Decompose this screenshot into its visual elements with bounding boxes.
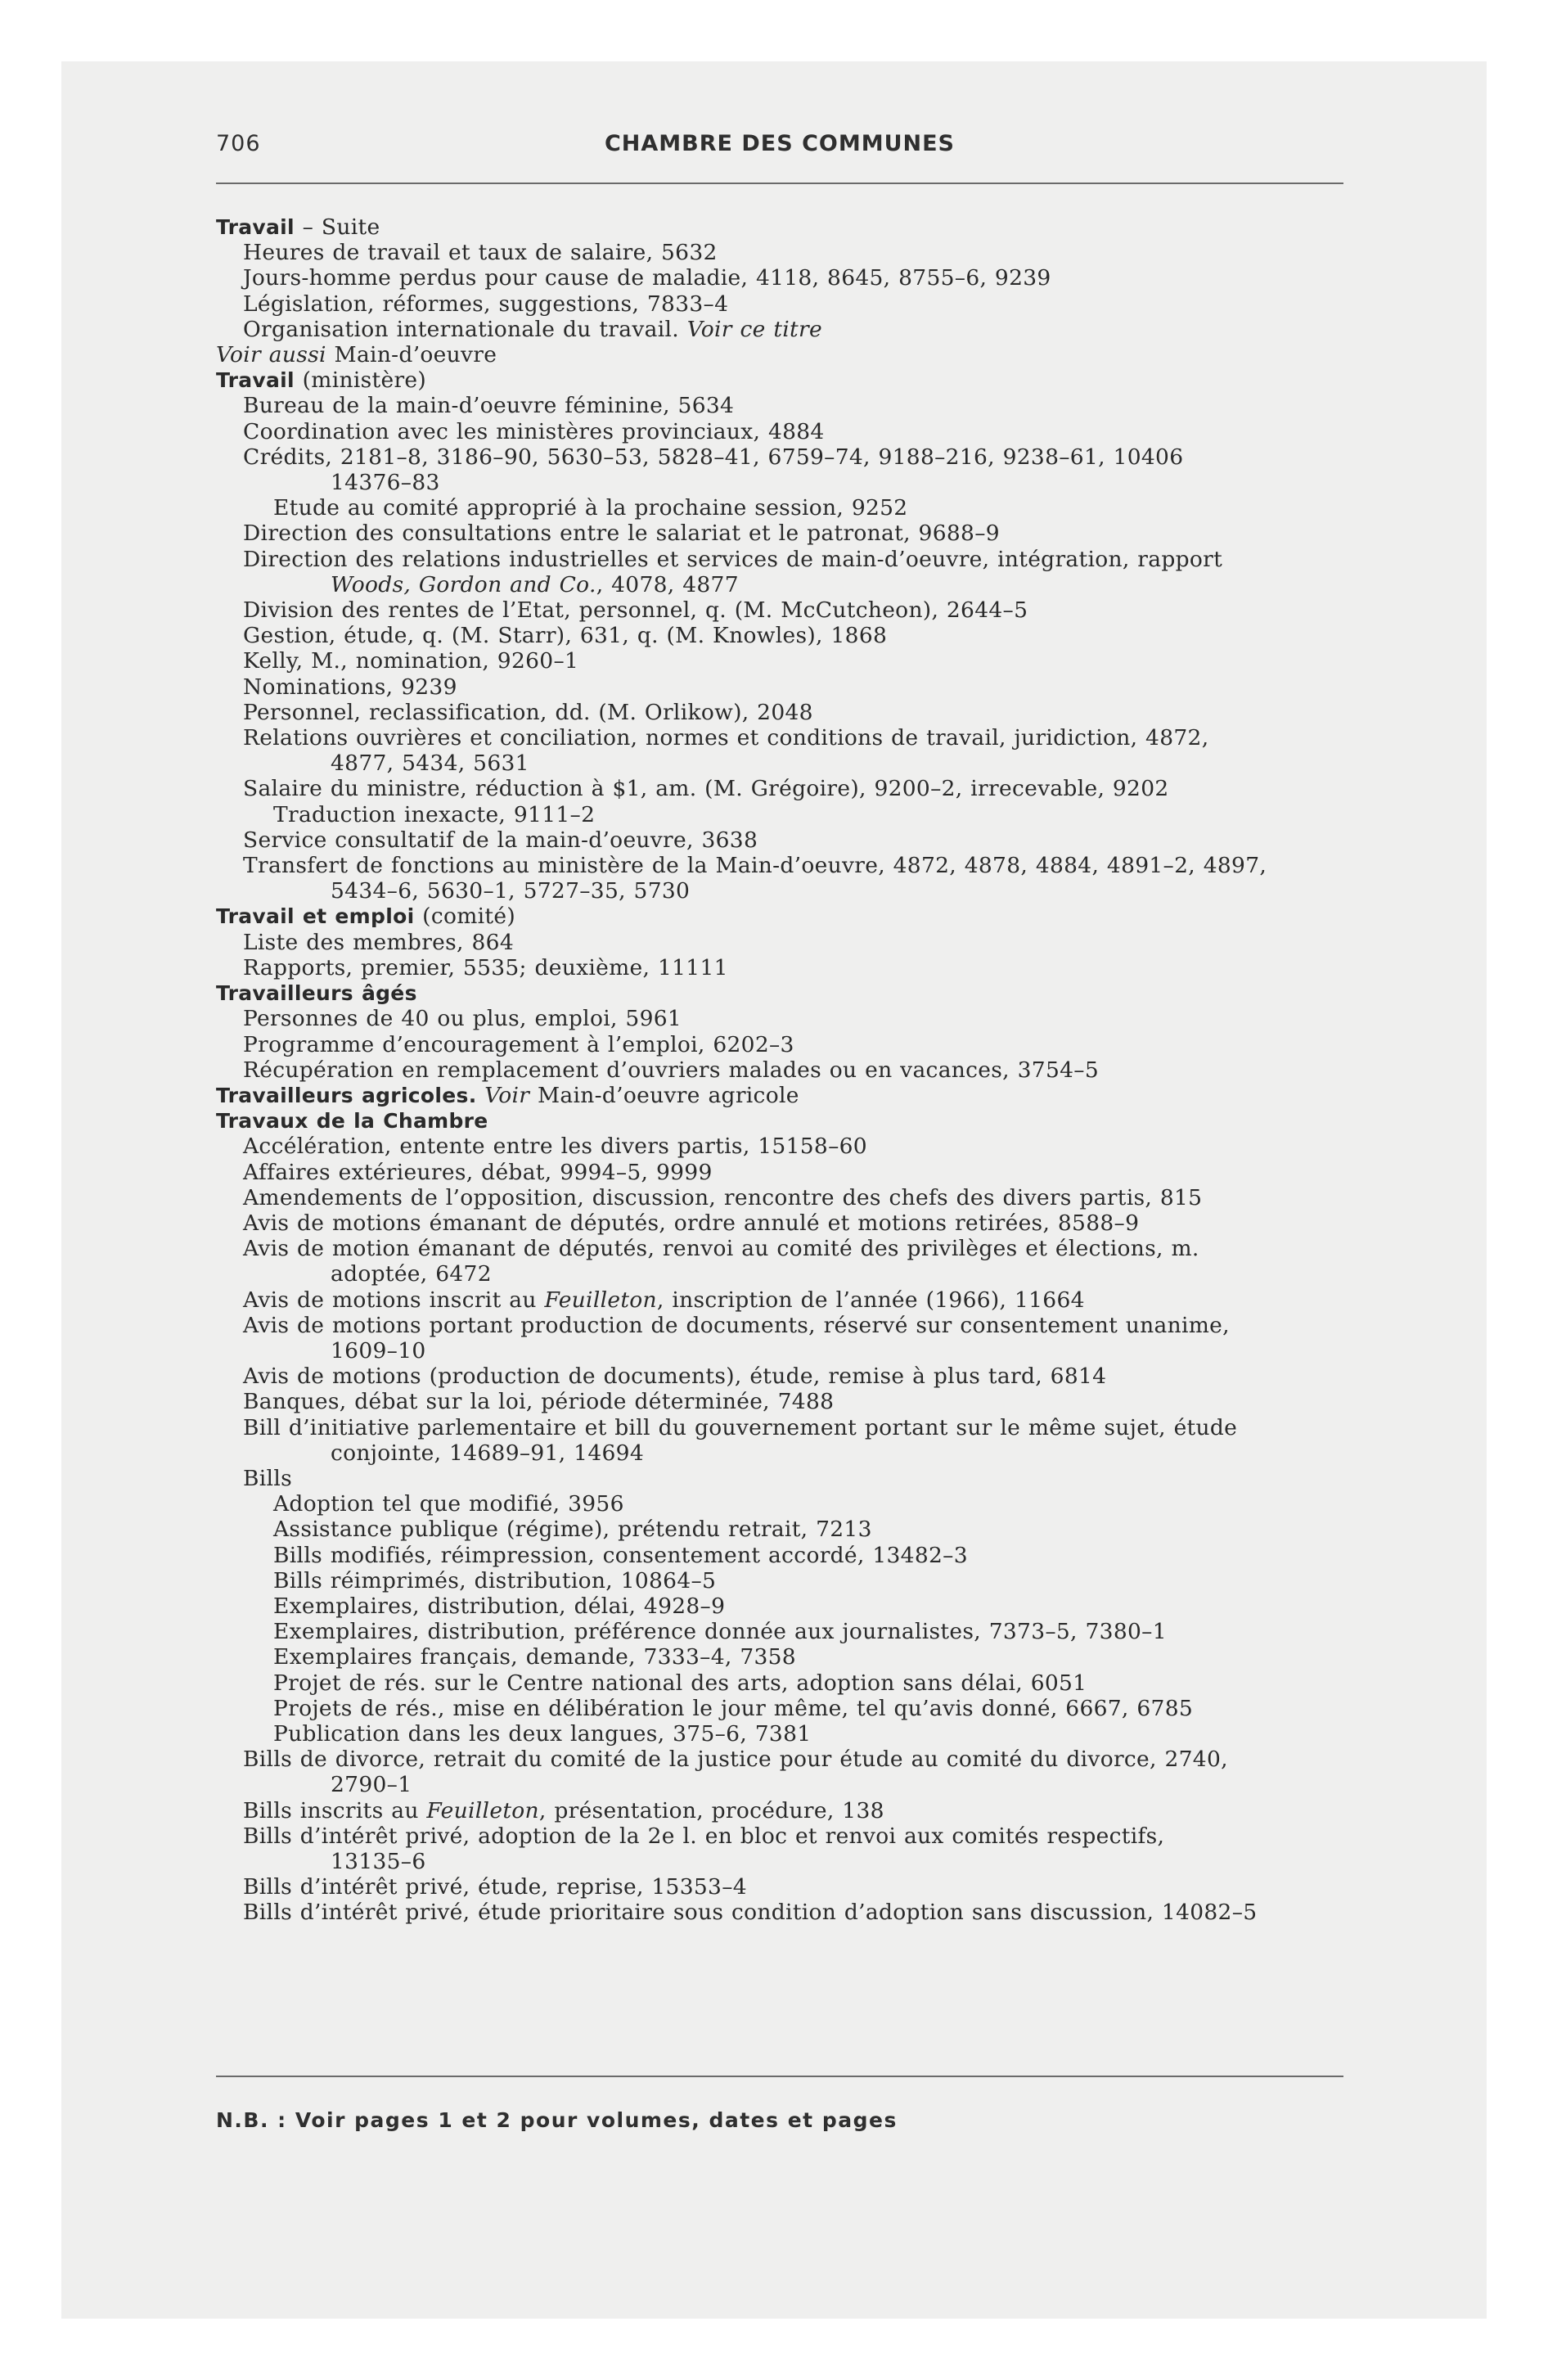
index-entry (216, 1466, 1361, 1491)
index-entry (216, 1593, 1361, 1619)
entry-text: Bills réimprimés, distribution, 10864–5 (273, 1567, 717, 1593)
index-entry (216, 648, 1361, 674)
index-entry (216, 1568, 1361, 1593)
entry-text: Projets de rés., mise en délibération le jour même, tel qu’avis donné, 6667, 6785 (273, 1695, 1194, 1721)
entry-text: Heures de travail et taux de salaire, 5632 (243, 240, 718, 266)
entry-text: Bureau de la main-d’oeuvre féminine, 5634 (243, 393, 735, 419)
index-entry (216, 597, 1361, 623)
entry-text: Division des rentes de l’Etat, personnel, q. (M. McCutcheon), 2644–5 (243, 597, 1028, 624)
footer-rule (216, 2076, 1343, 2077)
entry-text: Liste des membres, 864 (243, 929, 514, 955)
entry-text: Direction des relations industrielles et services de main-d’oeuvre, intégration, rapport (243, 546, 1223, 572)
entry-text: Direction des consultations entre le salariat et le patronat, 9688–9 (243, 521, 1000, 547)
index-entry (216, 1236, 1361, 1261)
index-entry (216, 1006, 1361, 1031)
entry-text: Voir ce titre (686, 316, 822, 342)
index-entry (216, 521, 1361, 546)
entry-text: Coordination avec les ministères provinciaux, 4884 (243, 418, 825, 444)
entry-text: Bills d’intérêt privé, étude, reprise, 15353–4 (243, 1874, 747, 1900)
index-heading (216, 1108, 1361, 1134)
index-entry (216, 1261, 1361, 1287)
entry-text: Exemplaires, distribution, délai, 4928–9 (273, 1593, 726, 1619)
index-entry (216, 1210, 1361, 1236)
entry-text: 4877, 5434, 5631 (331, 751, 529, 777)
entry-text: Récupération en remplacement d’ouvriers malades ou en vacances, 3754–5 (243, 1057, 1099, 1083)
index-heading (216, 904, 1361, 929)
entry-text: (ministère) (294, 367, 427, 394)
index-heading (216, 367, 1361, 393)
entry-text: Avis de motions inscrit au (243, 1287, 545, 1313)
index-entry (216, 547, 1361, 572)
index-entry (216, 776, 1361, 801)
entry-text: Amendements de l’opposition, discussion, rencontre des chefs des divers partis, 815 (243, 1184, 1203, 1210)
index-entry (216, 1364, 1361, 1389)
index-entry (216, 1440, 1361, 1466)
index-entry (216, 853, 1361, 878)
index-entry (216, 930, 1361, 955)
index-entry (216, 419, 1361, 444)
index-entry (216, 265, 1361, 291)
entry-text: Bills inscrits au (243, 1797, 427, 1823)
entry-text: Rapports, premier, 5535; deuxième, 11111 (243, 954, 728, 980)
entry-heading-text: Travail (216, 215, 295, 239)
entry-text: Feuilleton (426, 1797, 539, 1823)
entry-text: Banques, débat sur la loi, période déterminée, 7488 (243, 1389, 835, 1415)
entry-text: , 4078, 4877 (596, 571, 739, 597)
index-entry (216, 725, 1361, 751)
index-entry (216, 1160, 1361, 1185)
index-list (216, 214, 1361, 1926)
entry-text: Accélération, entente entre les divers partis, 15158–60 (243, 1134, 867, 1160)
entry-text: Projet de rés. sur le Centre national des arts, adoption sans délai, 6051 (273, 1670, 1087, 1696)
entry-text: Gestion, étude, q. (M. Starr), 631, q. (M. Knowles), 1868 (243, 623, 888, 649)
entry-text: Jours-homme perdus pour cause de maladie, 4118, 8645, 8755–6, 9239 (243, 265, 1051, 291)
index-entry (216, 1670, 1361, 1696)
index-entry (216, 444, 1361, 470)
index-entry (216, 1491, 1361, 1517)
entry-text: conjointe, 14689–91, 14694 (331, 1440, 644, 1466)
entry-text: Exemplaires, distribution, préférence donnée aux journalistes, 7373–5, 7380–1 (273, 1619, 1167, 1645)
entry-text: Exemplaires français, demande, 7333–4, 7358 (273, 1644, 796, 1670)
header-rule (216, 183, 1343, 184)
index-entry (216, 955, 1361, 980)
entry-text: Avis de motions portant production de documents, réservé sur consentement unanime, (243, 1312, 1230, 1338)
entry-heading-text: Travail et emploi (216, 904, 415, 929)
entry-text: Bills (243, 1465, 292, 1491)
index-entry (216, 802, 1361, 827)
entry-text: Publication dans les deux langues, 375–6, 7381 (273, 1720, 812, 1747)
entry-text: Etude au comité approprié à la prochaine session, 9252 (273, 495, 908, 521)
entry-text: Feuilleton (544, 1287, 657, 1313)
index-entry (216, 470, 1361, 495)
index-entry (216, 674, 1361, 700)
page-header (216, 131, 1343, 164)
index-entry (216, 1415, 1361, 1440)
index-entry (216, 1338, 1361, 1364)
index-heading (216, 214, 1361, 240)
index-entry (216, 291, 1361, 317)
entry-text: 13135–6 (331, 1849, 426, 1874)
entry-text: Kelly, M., nomination, 9260–1 (243, 648, 579, 674)
entry-text: Bills de divorce, retrait du comité de la justice pour étude au comité du divorce, 2740, (243, 1747, 1228, 1773)
entry-heading-text: Travailleurs agricoles. (216, 1083, 477, 1107)
entry-text: Salaire du ministre, réduction à $1, am. (M. Grégoire), 9200–2, irrecevable, 9202 (243, 776, 1169, 802)
entry-text: Avis de motions (production de documents), étude, remise à plus tard, 6814 (243, 1364, 1107, 1390)
index-entry (216, 1543, 1361, 1568)
entry-text: Nominations, 9239 (243, 674, 457, 700)
index-entry (216, 1823, 1361, 1849)
index-entry (216, 1619, 1361, 1644)
index-entry (216, 495, 1361, 521)
index-entry (216, 1849, 1361, 1874)
running-title: CHAMBRE DES COMMUNES (604, 131, 955, 156)
page-number: 706 (216, 131, 261, 156)
entry-text: 1609–10 (331, 1337, 426, 1364)
index-entry (216, 1772, 1361, 1797)
entry-text: Affaires extérieures, débat, 9994–5, 9999 (243, 1159, 713, 1185)
entry-text: Voir aussi (216, 342, 326, 368)
index-entry (216, 1185, 1361, 1210)
entry-text: adoptée, 6472 (331, 1261, 492, 1287)
entry-text: Assistance publique (régime), prétendu retrait, 7213 (273, 1517, 872, 1543)
entry-text: Transfert de fonctions au ministère de la Main-d’oeuvre, 4872, 4878, 4884, 4891–2, 4897, (243, 853, 1267, 879)
index-heading (216, 342, 1361, 367)
index-entry (216, 1696, 1361, 1721)
entry-heading-text: Travaux de la Chambre (216, 1109, 488, 1134)
entry-text: (comité) (414, 904, 515, 930)
entry-text: Personnel, reclassification, dd. (M. Orlikow), 2048 (243, 699, 813, 725)
entry-text: Adoption tel que modifié, 3956 (273, 1491, 624, 1517)
index-entry (216, 1517, 1361, 1542)
footnote: N.B. : Voir pages 1 et 2 pour volumes, dates et pages (216, 2108, 898, 2132)
entry-text: Avis de motion émanant de députés, renvoi au comité des privilèges et élections, m. (243, 1236, 1199, 1262)
index-entry (216, 1057, 1361, 1083)
index-entry (216, 623, 1361, 648)
entry-text: Relations ouvrières et conciliation, normes et conditions de travail, juridiction, 4872, (243, 725, 1209, 751)
entry-text: Main-d’oeuvre (326, 342, 497, 368)
index-entry (216, 1874, 1361, 1900)
index-entry (216, 393, 1361, 418)
entry-text: Bills d’intérêt privé, étude prioritaire sous condition d’adoption sans discussion, 14082–5 (243, 1900, 1258, 1926)
entry-text: Organisation internationale du travail. (243, 316, 687, 342)
entry-text: Programme d’encouragement à l’emploi, 6202–3 (243, 1031, 794, 1057)
index-entry (216, 1389, 1361, 1414)
index-entry (216, 1032, 1361, 1057)
index-entry (216, 1644, 1361, 1670)
index-heading (216, 1083, 1361, 1108)
entry-text: Crédits, 2181–8, 3186–90, 5630–53, 5828–41, 6759–74, 9188–216, 9238–61, 10406 (243, 444, 1184, 470)
index-entry (216, 700, 1361, 725)
entry-text: Bills d’intérêt privé, adoption de la 2e l. en bloc et renvoi aux comités respectifs, (243, 1823, 1165, 1849)
entry-heading-text: Travail (216, 368, 295, 393)
entry-text: Bill d’initiative parlementaire et bill du gouvernement portant sur le même sujet, étude (243, 1414, 1238, 1440)
index-entry (216, 1721, 1361, 1747)
index-entry (216, 1287, 1361, 1313)
entry-text: – Suite (294, 214, 380, 240)
entry-text: Personnes de 40 ou plus, emploi, 5961 (243, 1006, 682, 1032)
index-entry (216, 1313, 1361, 1338)
entry-text: Bills modifiés, réimpression, consentement accordé, 13482–3 (273, 1542, 968, 1568)
entry-text: Voir (484, 1082, 530, 1108)
entry-text: Législation, réformes, suggestions, 7833–4 (243, 291, 729, 317)
index-heading (216, 980, 1361, 1006)
index-entry (216, 1747, 1361, 1772)
entry-text: , présentation, procédure, 138 (538, 1797, 884, 1823)
index-entry (216, 1134, 1361, 1159)
entry-text: 2790–1 (331, 1772, 412, 1798)
entry-text: 14376–83 (331, 470, 440, 496)
entry-text: Avis de motions émanant de députés, ordre annulé et motions retirées, 8588–9 (243, 1210, 1140, 1236)
entry-text: Woods, Gordon and Co. (331, 571, 596, 597)
index-entry (216, 1798, 1361, 1823)
entry-text: Traduction inexacte, 9111–2 (273, 801, 596, 827)
entry-text: Service consultatif de la main-d’oeuvre, 3638 (243, 827, 758, 853)
index-entry (216, 751, 1361, 776)
index-entry (216, 827, 1361, 853)
entry-text: 5434–6, 5630–1, 5727–35, 5730 (331, 878, 691, 904)
index-entry (216, 878, 1361, 904)
entry-heading-text: Travailleurs âgés (216, 981, 417, 1006)
index-entry (216, 1900, 1361, 1925)
entry-text: , inscription de l’année (1966), 11664 (656, 1287, 1085, 1313)
index-entry (216, 240, 1361, 265)
index-entry (216, 317, 1361, 342)
index-entry (216, 572, 1361, 597)
entry-text (477, 1083, 485, 1108)
entry-text: Main-d’oeuvre agricole (529, 1082, 799, 1108)
